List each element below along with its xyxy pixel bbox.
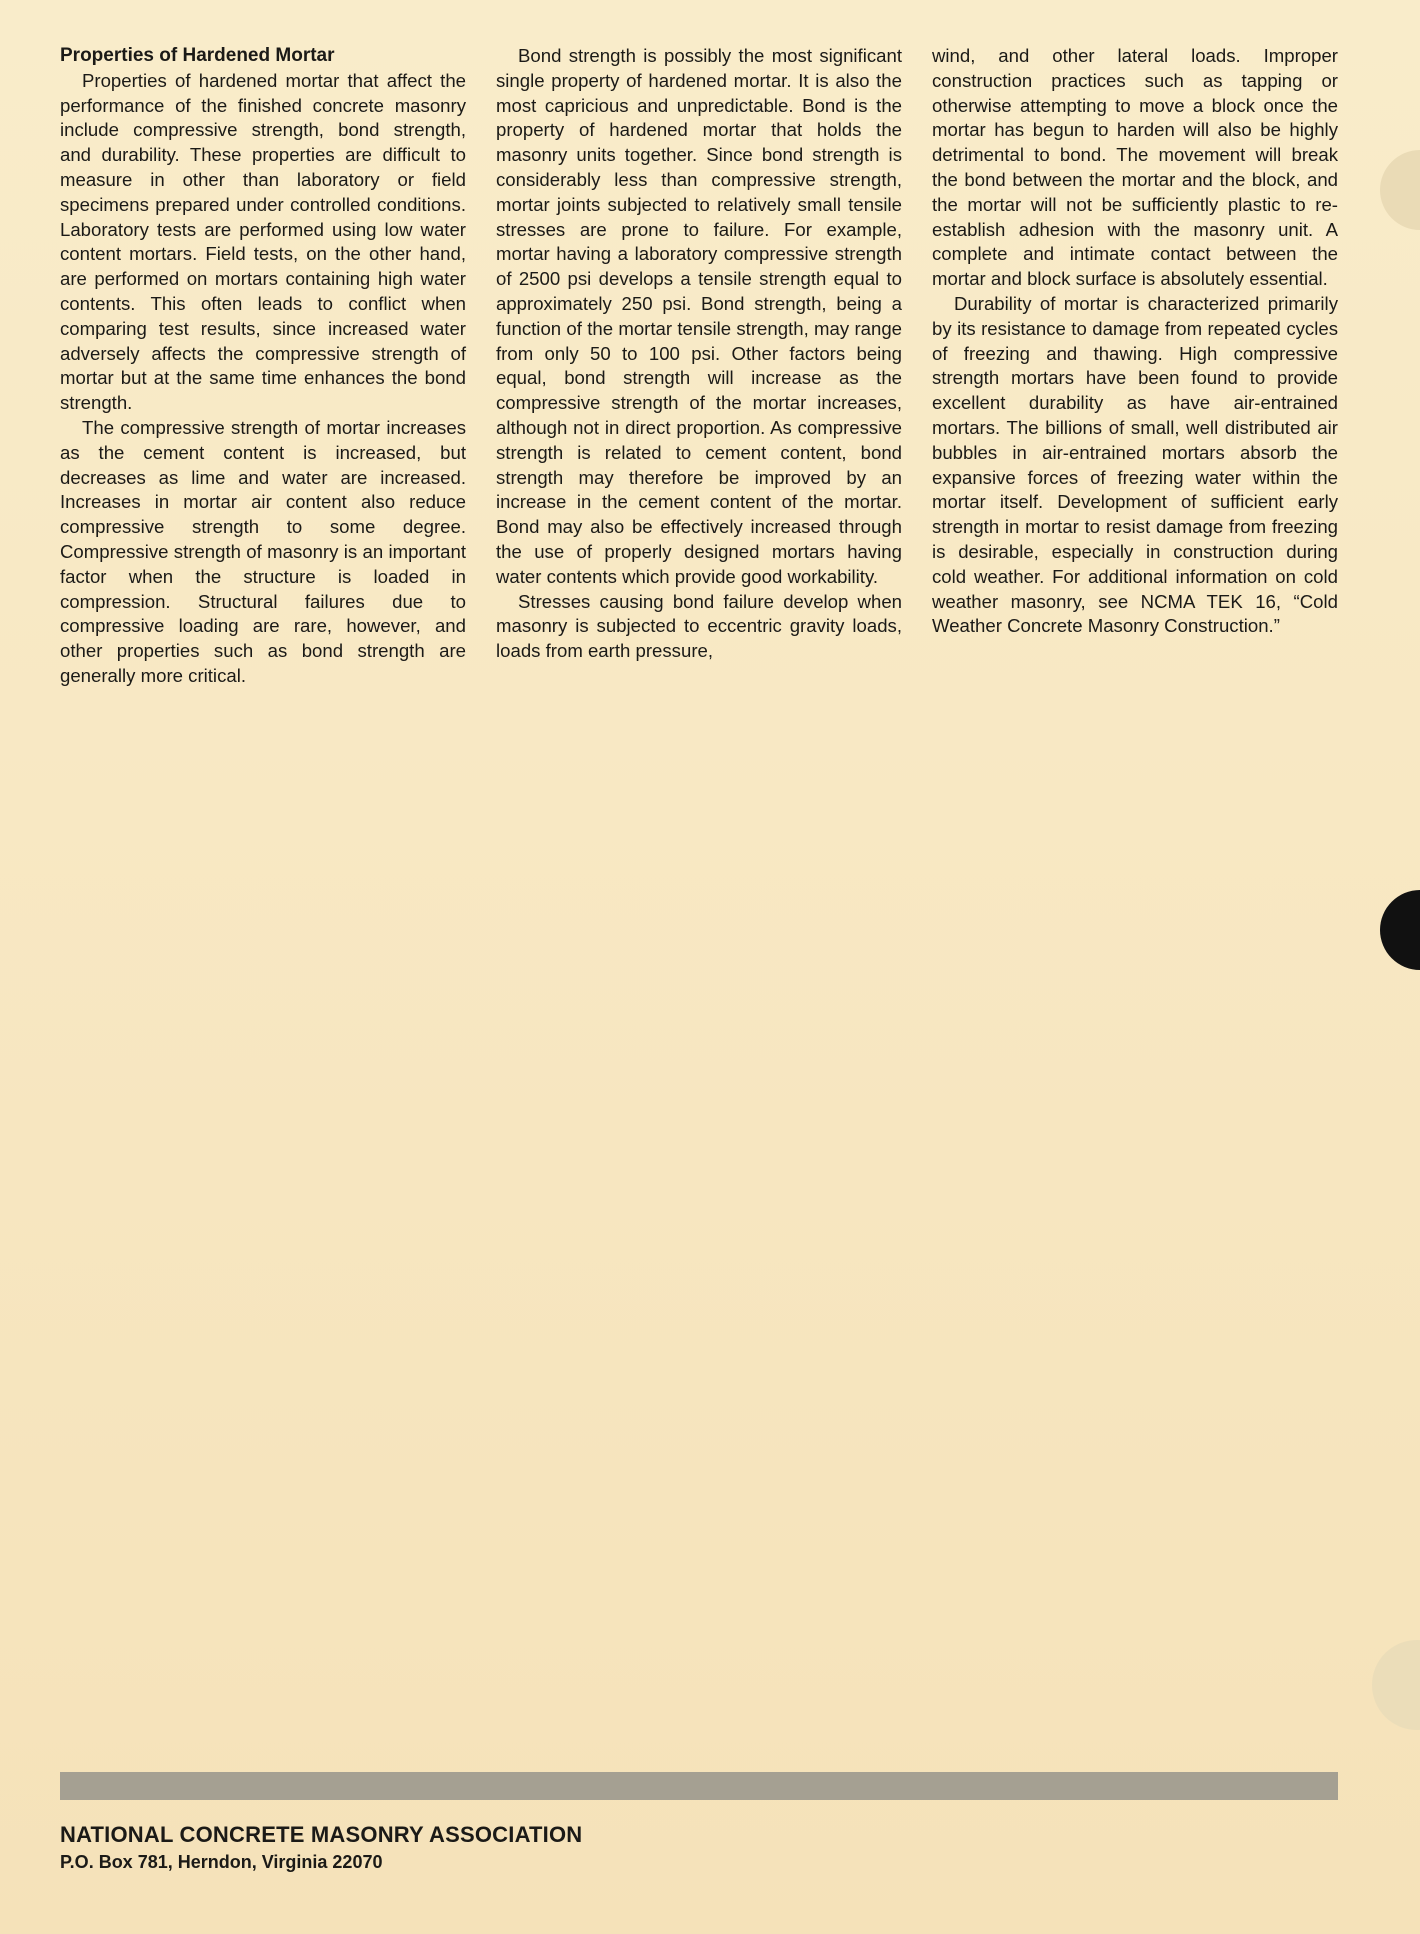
footer-address: P.O. Box 781, Herndon, Virginia 22070 [60, 1852, 383, 1872]
section-heading: Properties of Hardened Mortar [60, 45, 335, 66]
footer-organization: NATIONAL CONCRETE MASONRY ASSOCIATION [60, 1822, 583, 1847]
paragraph: Bond strength is possibly the most significant single property of hardened mortar. It is also the most capricious and unpredictable. Bond is the property of hardened mortar that holds the masonry units together. Since bond strength is considerably less than compressive strength, mortar joints subjected to relatively small tensile stresses are prone to failure. For example, mortar having a laboratory compressive strength of 2500 psi develops a tensile strength equal to approximately 250 psi. Bond strength, being a function of the mortar tensile strength, may range from only 50 to 100 psi. Other factors being equal, bond strength will increase as the compressive strength of the mortar increases, although not in direct proportion. As compressive strength is related to cement content, bond strength may therefore be improved by an increase in the cement content of the mortar. Bond may also be effectively increased through the use of properly designed mortars having water contents which provide good workability. [496, 45, 902, 587]
paragraph: Properties of hardened mortar that affect the performance of the finished concrete masonry include compressive strength, bond strength, and durability. These properties are difficult to measure in other than laboratory or field specimens prepared under controlled conditions. Laboratory tests are performed using low water content mortars. Field tests, on the other hand, are performed on mortars containing high water contents. This often leads to conflict when comparing test results, since increased water adversely affects the compressive strength of mortar but at the same time enhances the bond strength. [60, 69, 466, 414]
paragraph: The compressive strength of mortar increases as the cement content is increased, but decreases as lime and water are increased. Increases in mortar air content also reduce compressive strength to some degree. Compressive strength of masonry is an important factor when the structure is loaded in compression. Structural failures due to compressive loading are rare, however, and other properties such as bond strength are generally more critical. [60, 416, 466, 686]
paragraph: Durability of mortar is characterized primarily by its resistance to damage from repeated cycles of freezing and thawing. High compressive strength mortars have been found to provide excellent durability as have air-entrained mortars. The billions of small, well distributed air bubbles in air-entrained mortars absorb the expansive forces of freezing water within the mortar itself. Development of sufficient early strength in mortar to resist damage from freezing is desirable, especially in construction during cold weather. For additional information on cold weather masonry, see NCMA TEK 16, “Cold Weather Concrete Masonry Construction.” [932, 292, 1338, 637]
paragraph: Stresses causing bond failure develop when masonry is subjected to eccentric gravity loads, loads from earth pressure, [496, 590, 902, 662]
column-3 [932, 44, 1338, 639]
column-1 [60, 44, 466, 689]
footer-divider-bar [60, 1772, 1338, 1800]
column-2 [496, 44, 902, 664]
paragraph: wind, and other lateral loads. Improper construction practices such as tapping or otherwise attempting to move a block once the mortar has begun to harden will also be highly detrimental to bond. The movement will break the bond between the mortar and the block, and the mortar will not be sufficiently plastic to re-establish adhesion with the masonry unit. A complete and intimate contact between the mortar and block surface is absolutely essential. [932, 45, 1338, 290]
